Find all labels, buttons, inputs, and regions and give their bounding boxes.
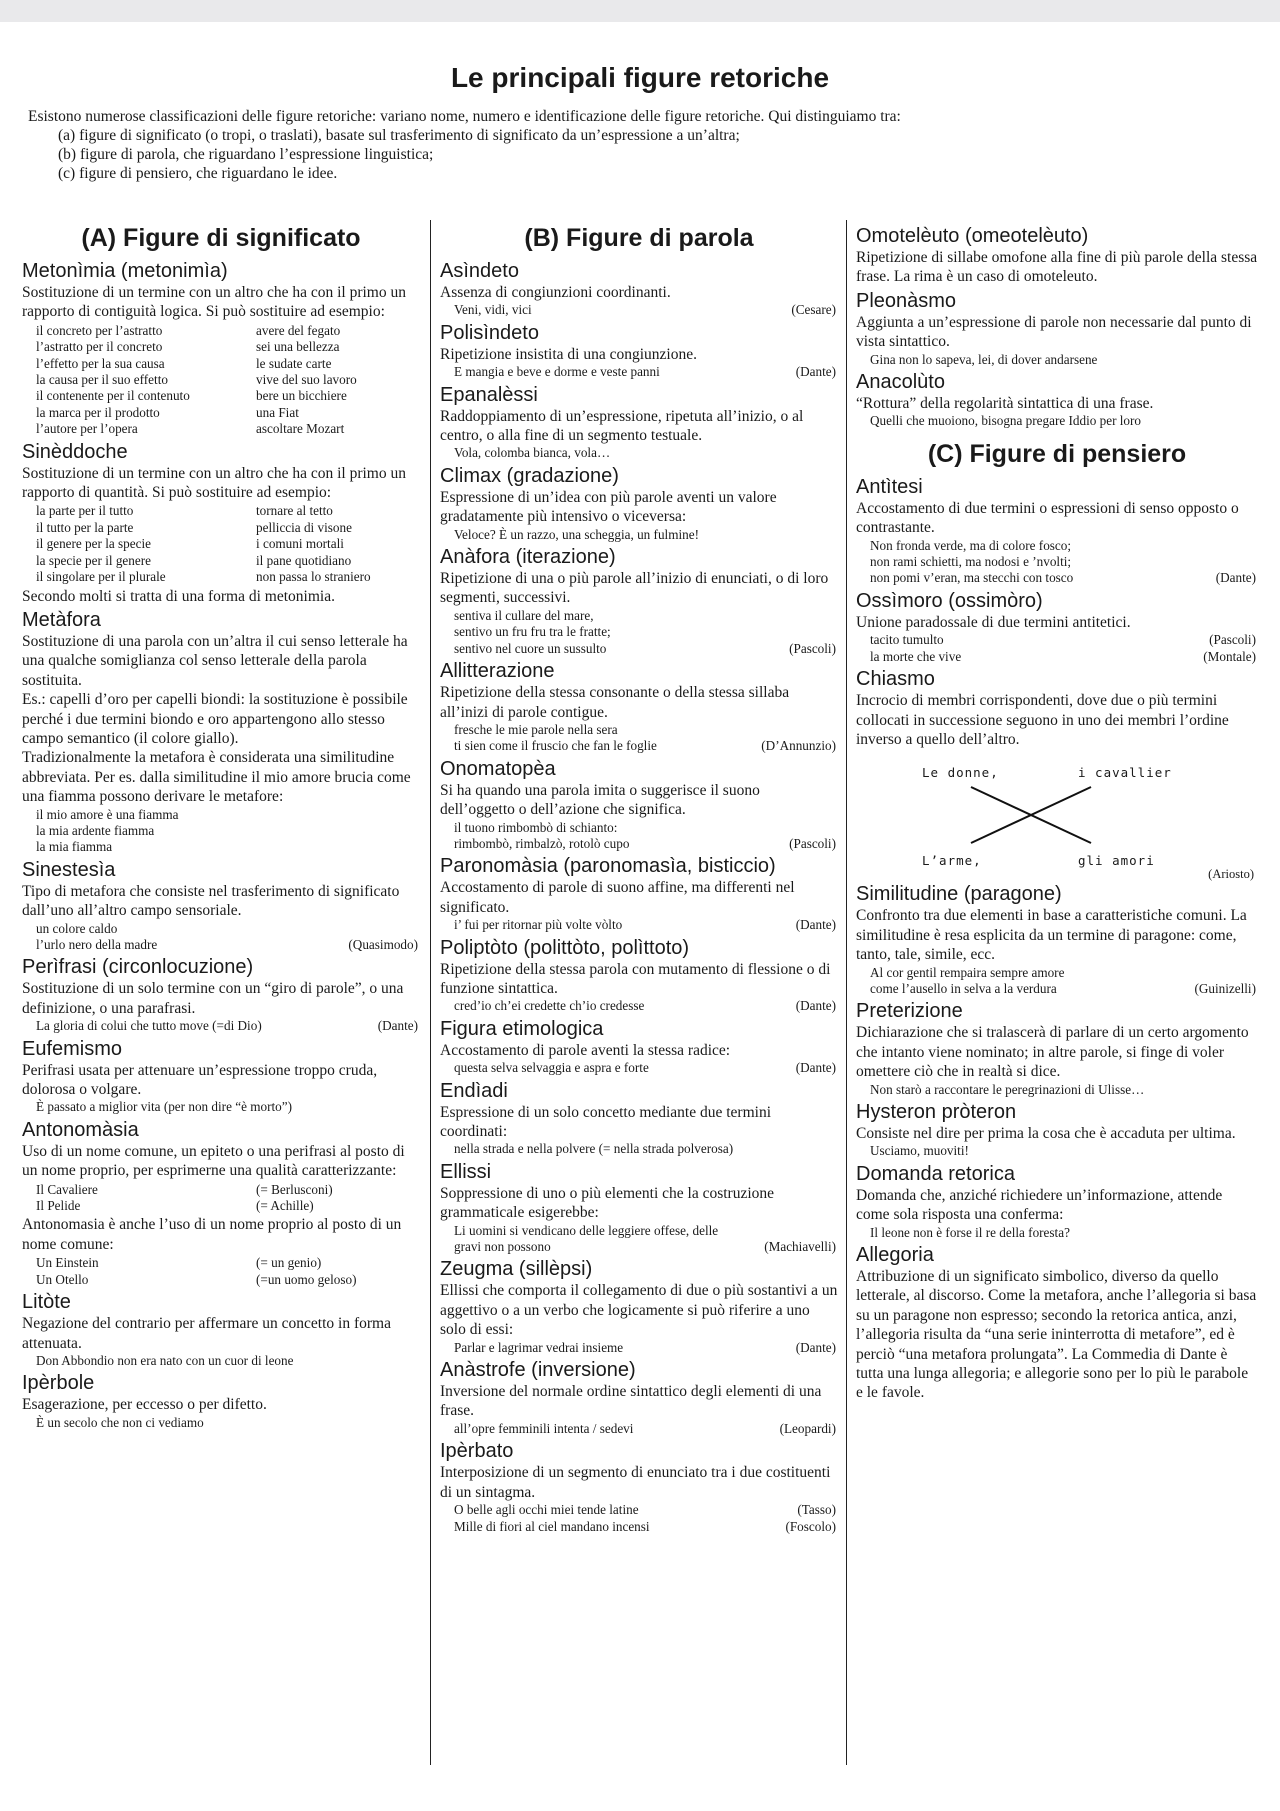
example-text: sentivo nel cuore un sussulto <box>454 640 607 656</box>
example-figura-etimologica <box>440 1060 838 1076</box>
example-ossimoro-1 <box>856 632 1258 648</box>
text-epanalessi: Raddoppiamento di un’espressione, ripetuta all’inizio, o al centro, o alla fine di un segmento testuale. <box>440 407 804 445</box>
heading-iperbato: Ipèrbato <box>440 1440 514 1463</box>
pair-right: una Fiat <box>256 404 299 420</box>
heading-antitesi: Antìtesi <box>856 475 923 498</box>
pair-right: il pane quotidiano <box>256 552 352 568</box>
pair-right: le sudate carte <box>256 355 332 371</box>
text-antitesi: Accostamento di due termini o espressioni di senso opposto o contrastante. <box>856 499 1239 537</box>
heading-sinestesia: Sinestesìa <box>22 858 116 881</box>
example-pleonasmo: Gina non lo sapeva, lei, di dover andarsene <box>870 351 1098 367</box>
text-zeugma: Ellissi che comporta il collegamento di due o più sostantivi a un aggettivo o a un verbo che logicamente si può riferire a uno solo di essi: <box>440 1282 838 1339</box>
heading-similitudine: Similitudine (paragone) <box>856 883 1062 906</box>
example-polisindeto <box>440 364 838 380</box>
column-b <box>440 222 838 1535</box>
pair-right: bere un bicchiere <box>256 388 347 404</box>
heading-ellissi: Ellissi <box>440 1160 492 1183</box>
column-a <box>22 222 420 1431</box>
pair-left: la parte per il tutto <box>36 503 134 519</box>
heading-eufemismo: Eufemismo <box>22 1037 123 1060</box>
example-source: (Guinizelli) <box>1194 980 1256 996</box>
column-c <box>856 222 1258 1403</box>
example-text: ti sien come il fruscio che fan le foglie <box>454 738 657 754</box>
example-source: (D’Annunzio) <box>761 738 836 754</box>
example-allitterazione-2 <box>440 738 838 754</box>
text-metafora-2: Es.: capelli d’oro per capelli biondi: la sostituzione è possibile perché i due termini biondo e oro appartengono allo stesso campo semantico (il colore giallo). <box>22 691 408 747</box>
pair-left: l’astratto per il concreto <box>36 339 163 355</box>
example-sinestesia-1: un colore caldo <box>36 920 118 936</box>
example-source: (Foscolo) <box>785 1518 836 1534</box>
text-allegoria: Attribuzione di un significato simbolico, diverso da quello letterale, al discorso. Come la metafora, anche l’allegoria si basa su un paragone non espresso; secondo la retorica antica, anzi, l’allegoria risulta da “una serie ininterrotta di metafore”, ed è perciò “una metafora prolungata”. La Commedia di Dante è tutta una lunga allegoria; e allegorie sono per lo più le parabole e le favole. <box>856 1268 1257 1402</box>
chiasmo-source: (Ariosto) <box>1208 867 1254 882</box>
chiasmo-word-2: i cavallier <box>1078 765 1172 781</box>
example-iperbato-2 <box>440 1519 838 1535</box>
example-antitesi-1: Non fronda verde, ma di colore fosco; <box>870 537 1072 553</box>
text-anafora: Ripetizione di una o più parole all’inizio di enunciati, o di loro segmenti, successivi. <box>440 570 829 607</box>
example-anafora-2: sentivo un fru fru tra le fratte; <box>454 624 611 640</box>
heading-ossimoro: Ossìmoro (ossimòro) <box>856 589 1043 612</box>
heading-sineddoche: Sinèddoche <box>22 440 128 463</box>
chiasmo-word-4: gli amori <box>1078 853 1155 869</box>
example-allitterazione-1: fresche le mie parole nella sera <box>454 721 618 737</box>
text-sinestesia: Tipo di metafora che consiste nel trasferimento di significato dall’uno all’altro campo sensoriale. <box>22 882 400 920</box>
example-paronomasia <box>440 917 838 933</box>
pair-right: sei una bellezza <box>256 339 340 355</box>
example-hysteron: Usciamo, muoviti! <box>870 1143 969 1159</box>
heading-omoteleuto: Omotelèuto (omeotelèuto) <box>856 225 1089 247</box>
example-source: (Montale) <box>1203 648 1256 664</box>
heading-domanda-retorica: Domanda retorica <box>856 1162 1015 1185</box>
text-iperbole: Esagerazione, per eccesso o per difetto. <box>22 1396 267 1414</box>
example-endiadi: nella strada e nella polvere (= nella strada polverosa) <box>454 1141 734 1157</box>
heading-asindeto: Asìndeto <box>440 260 519 282</box>
pair-left: il contenente per il contenuto <box>36 388 190 404</box>
chiasmo-cross <box>856 755 1256 880</box>
example-source: (Dante) <box>377 1018 418 1034</box>
example-perifrasi <box>22 1018 420 1034</box>
example-source: (Dante) <box>795 917 836 933</box>
example-poliptoto <box>440 998 838 1014</box>
intro-text: Esistono numerose classificazioni delle figure retoriche: variano nome, numero e identificazione delle figure retoriche. Qui distinguiamo tra: <box>28 108 901 125</box>
antonomasia-examples <box>22 1182 420 1215</box>
heading-chiasmo: Chiasmo <box>856 668 935 691</box>
example-ossimoro-2 <box>856 649 1258 665</box>
text-metonimia: Sostituzione di un termine con un altro che ha con il primo un rapporto di contiguità logica. Si può sostituire ad esempio: <box>22 284 406 321</box>
heading-hysteron: Hysteron pròteron <box>856 1100 1017 1123</box>
heading-anastrofe: Anàstrofe (inversione) <box>440 1359 636 1382</box>
heading-climax: Climax (gradazione) <box>440 464 619 487</box>
example-antitesi-2: non rami schietti, ma nodosi e ’nvolti; <box>870 554 1072 570</box>
column-divider-2 <box>846 220 847 1765</box>
example-ellissi-2 <box>440 1239 838 1255</box>
text-anastrofe: Inversione del normale ordine sintattico degli elementi di una frase. <box>440 1383 822 1420</box>
example-text: O belle agli occhi miei tende latine <box>454 1502 639 1518</box>
heading-paronomasia: Paronomàsia (paronomasìa, bisticcio) <box>440 855 776 878</box>
text-similitudine: Confronto tra due elementi in base a caratteristiche comuni. La similitudine è resa esplicita da un termine di paragone: come, tanto, tale, simile, ecc. <box>856 907 1247 964</box>
pair-right: non passa lo straniero <box>256 569 371 585</box>
column-divider-1 <box>430 220 431 1765</box>
heading-perifrasi: Perìfrasi (circonlocuzione) <box>22 956 254 979</box>
heading-anafora: Anàfora (iterazione) <box>440 546 616 569</box>
text-pleonasmo: Aggiunta a un’espressione di parole non necessarie dal punto di vista sintattico. <box>856 313 1252 351</box>
section-a-title: (A) Figure di significato <box>81 224 361 252</box>
text-antonomasia: Uso di un nome comune, un epiteto o una perifrasi al posto di un nome proprio, per esprimerne una qualità caratterizzante: <box>22 1142 405 1180</box>
heading-onomatopea: Onomatopèa <box>440 757 556 780</box>
text-antonomasia-2: Antonomasia è anche l’uso di un nome proprio al posto di un nome comune: <box>22 1216 402 1253</box>
pair-left: l’autore per l’opera <box>36 421 138 437</box>
example-litote: Don Abbondio non era nato con un cuor di leone <box>36 1352 294 1368</box>
example-iperbole: È un secolo che non ci vediamo <box>36 1414 204 1430</box>
example-source: (Leopardi) <box>779 1420 836 1436</box>
example-eufemismo: È passato a miglior vita (per non dire “è morto”) <box>36 1099 292 1115</box>
intro-item-c: (c) figure di pensiero, che riguardano le idee. <box>58 165 338 182</box>
heading-metafora: Metàfora <box>22 608 101 631</box>
example-source: (Tasso) <box>797 1502 836 1518</box>
example-climax: Veloce? È un razzo, una scheggia, un fulmine! <box>454 526 699 542</box>
intro <box>28 107 1258 183</box>
pair-left: la specie per il genere <box>36 552 151 568</box>
example-text: Mille di fiori al ciel mandano incensi <box>454 1518 650 1534</box>
example-metafora-2: la mia ardente fiamma <box>36 822 155 838</box>
pair-right: i comuni mortali <box>256 536 344 552</box>
text-sineddoche-note: Secondo molti si tratta di una forma di metonimia. <box>22 587 335 605</box>
text-metafora-3: Tradizionalmente la metafora è considerata una similitudine abbreviata. Per es. dalla similitudine il mio amore brucia come una fiamma possono derivare le metafore: <box>22 749 411 806</box>
example-source: (Dante) <box>795 998 836 1014</box>
text-metafora-1: Sostituzione di una parola con un’altra il cui senso letterale ha una qualche somiglianza col senso letterale della parola sostituita. <box>22 632 408 689</box>
example-anafora-3 <box>440 641 838 657</box>
heading-figura-etimologica: Figura etimologica <box>440 1017 604 1040</box>
pair-left: la marca per il prodotto <box>36 404 160 420</box>
pair-right: pelliccia di visone <box>256 519 352 535</box>
heading-allegoria: Allegoria <box>856 1244 934 1266</box>
section-c-title: (C) Figure di pensiero <box>927 439 1187 468</box>
text-paronomasia: Accostamento di parole di suono affine, ma differenti nel significato. <box>440 879 795 916</box>
example-text: non pomi v’eran, ma stecchi con tosco <box>870 570 1074 586</box>
text-endiadi: Espressione di un solo concetto mediante due termini coordinati: <box>440 1103 772 1140</box>
heading-endiadi: Endìadi <box>440 1079 508 1102</box>
text-ellissi: Soppressione di uno o più elementi che la costruzione grammaticale esigerebbe: <box>440 1184 775 1222</box>
heading-anacoluto: Anacolùto <box>856 371 945 394</box>
example-text: rimbombò, rimbalzò, rotolò cupo <box>454 835 630 851</box>
text-onomatopea: Si ha quando una parola imita o suggerisce il suono dell’oggetto o dell’azione che significa. <box>440 781 760 819</box>
text-perifrasi: Sostituzione di un solo termine con un “giro di parole”, o una definizione, o una parafrasi. <box>22 980 404 1017</box>
text-iperbato: Interposizione di un segmento di enunciato tra i due costituenti di un sintagma. <box>440 1464 831 1501</box>
example-text: Parlar e lagrimar vedrai insieme <box>454 1339 624 1355</box>
example-sinestesia-2 <box>22 937 420 953</box>
text-climax: Espressione di un’idea con più parole aventi un valore gradatamente più intensivo o viceversa: <box>440 488 777 526</box>
text-figura-etimologica: Accostamento di parole aventi la stessa radice: <box>440 1041 731 1059</box>
pair-left: Un Einstein <box>36 1255 99 1271</box>
example-metafora-3: la mia fiamma <box>36 839 113 855</box>
example-source: (Machiavelli) <box>764 1239 836 1255</box>
text-poliptoto: Ripetizione della stessa parola con mutamento di flessione o di funzione sintattica. <box>440 960 831 997</box>
example-anastrofe <box>440 1421 838 1437</box>
heading-zeugma: Zeugma (sillèpsi) <box>440 1258 593 1281</box>
example-source: (Cesare) <box>791 302 836 318</box>
pair-left: Il Cavaliere <box>36 1181 98 1197</box>
pair-left: il tutto per la parte <box>36 519 134 535</box>
example-text: gravi non possono <box>454 1239 551 1255</box>
section-b-title: (B) Figure di parola <box>524 224 754 252</box>
metonimia-examples <box>22 323 420 438</box>
example-source: (Dante) <box>795 364 836 380</box>
intro-item-b: (b) figure di parola, che riguardano l’espressione linguistica; <box>58 146 434 163</box>
example-ellissi-1: Li uomini si vendicano delle leggiere offese, delle <box>454 1222 719 1238</box>
example-asindeto <box>440 302 838 318</box>
example-text: tacito tumulto <box>870 632 944 648</box>
example-onomatopea-2 <box>440 836 838 852</box>
example-source: (Pascoli) <box>789 640 836 656</box>
example-text: i’ fui per ritornar più volte vòlto <box>454 917 623 933</box>
example-zeugma <box>440 1340 838 1356</box>
example-iperbato-1 <box>440 1502 838 1518</box>
chiasmo-word-1: Le donne, <box>922 765 999 781</box>
example-anafora-1: sentiva il cullare del mare, <box>454 607 594 623</box>
example-metafora-1: il mio amore è una fiamma <box>36 806 179 822</box>
text-anacoluto: “Rottura” della regolarità sintattica di una frase. <box>856 395 1154 413</box>
chiasmo-word-3: L’arme, <box>922 853 982 869</box>
pair-left: la causa per il suo effetto <box>36 372 168 388</box>
heading-allitterazione: Allitterazione <box>440 660 555 683</box>
text-litote: Negazione del contrario per affermare un concetto in forma attenuata. <box>22 1315 391 1352</box>
heading-litote: Litòte <box>22 1291 71 1314</box>
example-source: (Dante) <box>795 1339 836 1355</box>
pair-left: il genere per la specie <box>36 536 151 552</box>
text-eufemismo: Perifrasi usata per attenuare un’espressione troppo cruda, dolorosa o volgare. <box>22 1061 378 1099</box>
text-preterizione: Dichiarazione che si tralascerà di parlare di un certo argomento che intanto viene nominato; in altre parole, si finge di voler omettere ciò che in realtà si dice. <box>856 1024 1249 1081</box>
example-text: l’urlo nero della madre <box>36 937 158 952</box>
heading-epanalessi: Epanalèssi <box>440 383 538 406</box>
antonomasia-examples-2 <box>22 1255 420 1288</box>
text-sineddoche: Sostituzione di un termine con un altro che ha con il primo un rapporto di quantità. Si può sostituire ad esempio: <box>22 464 406 502</box>
heading-metonimia: Metonìmia (metonimìa) <box>22 260 228 282</box>
example-source: (Pascoli) <box>1209 632 1256 648</box>
page-title: Le principali figure retoriche <box>450 62 830 93</box>
example-source: (Dante) <box>795 1060 836 1076</box>
example-source: (Pascoli) <box>789 835 836 851</box>
example-preterizione: Non starò a raccontare le peregrinazioni di Ulisse… <box>870 1081 1145 1097</box>
example-onomatopea-1: il tuono rimbombò di schianto: <box>454 819 618 835</box>
example-text: La gloria di colui che tutto move (=di Dio) <box>36 1018 262 1034</box>
heading-pleonasmo: Pleonàsmo <box>856 289 957 312</box>
example-text: Veni, vidi, vici <box>454 302 532 318</box>
example-similitudine-1: Al cor gentil rempaira sempre amore <box>870 964 1065 980</box>
pair-right: vive del suo lavoro <box>256 372 357 388</box>
pair-left: Un Otello <box>36 1271 89 1287</box>
pair-right: (= un genio) <box>256 1255 322 1271</box>
example-text: cred’io ch’ei credette ch’io credesse <box>454 998 645 1014</box>
text-chiasmo: Incrocio di membri corrispondenti, dove due o più termini collocati in successione seguono in uno dei membri l’ordine inverso a quello dell’altro. <box>856 692 1229 748</box>
text-hysteron: Consiste nel dire per prima la cosa che è accaduta per ultima. <box>856 1124 1236 1142</box>
example-text: all’opre femminili intenta / sedevi <box>454 1420 634 1436</box>
pair-left: il concreto per l’astratto <box>36 322 163 338</box>
text-ossimoro: Unione paradossale di due termini antitetici. <box>856 613 1131 631</box>
pair-right: (= Berlusconi) <box>256 1181 333 1197</box>
example-domanda-retorica: Il leone non è forse il re della foresta? <box>870 1224 1070 1240</box>
heading-poliptoto: Poliptòto (polittòto, polìttoto) <box>440 936 690 959</box>
heading-polisindeto: Polisìndeto <box>440 321 539 344</box>
pair-left: il singolare per il plurale <box>36 569 166 585</box>
example-epanalessi: Vola, colomba bianca, vola… <box>454 445 611 461</box>
pair-right: ascoltare Mozart <box>256 421 345 437</box>
text-allitterazione: Ripetizione della stessa consonante o della stessa sillaba all’inizi di parole contigue. <box>440 684 790 721</box>
sineddoche-examples <box>22 503 420 585</box>
browser-top-bar <box>0 0 1280 22</box>
heading-iperbole: Ipèrbole <box>22 1372 95 1395</box>
text-polisindeto: Ripetizione insistita di una congiunzione. <box>440 345 697 363</box>
example-anacoluto: Quelli che muoiono, bisogna pregare Iddio per loro <box>870 413 1142 429</box>
pair-left: l’effetto per la sua causa <box>36 355 165 371</box>
heading-preterizione: Preterizione <box>856 1000 963 1023</box>
example-text: come l’ausello in selva a la verdura <box>870 980 1057 996</box>
pair-right: (= Achille) <box>256 1198 314 1214</box>
heading-antonomasia: Antonomàsia <box>22 1118 139 1141</box>
chiasmo-diagram <box>856 755 1258 880</box>
intro-item-a: (a) figure di significato (o tropi, o traslati), basate sul trasferimento di significato da un’espressione a un’altra; <box>58 127 740 144</box>
example-text: la morte che vive <box>870 648 962 664</box>
pair-right: avere del fegato <box>256 322 341 338</box>
text-omoteleuto: Ripetizione di sillabe omofone alla fine di più parole della stessa frase. La rima è un caso di omoteleuto. <box>856 249 1258 286</box>
example-source: (Quasimodo) <box>348 937 418 952</box>
example-antitesi-3 <box>856 570 1258 586</box>
text-asindeto: Assenza di congiunzioni coordinanti. <box>440 284 671 301</box>
pair-right: (=un uomo geloso) <box>256 1271 357 1287</box>
example-text: E mangia e beve e dorme e veste panni <box>454 364 660 380</box>
example-source: (Dante) <box>1215 570 1256 586</box>
text-domanda-retorica: Domanda che, anziché richiedere un’informazione, attende come sola risposta una conferma: <box>856 1186 1223 1224</box>
example-text: questa selva selvaggia e aspra e forte <box>454 1060 649 1076</box>
pair-left: Il Pelide <box>36 1198 81 1214</box>
example-similitudine-2 <box>856 981 1258 997</box>
pair-right: tornare al tetto <box>256 503 333 519</box>
